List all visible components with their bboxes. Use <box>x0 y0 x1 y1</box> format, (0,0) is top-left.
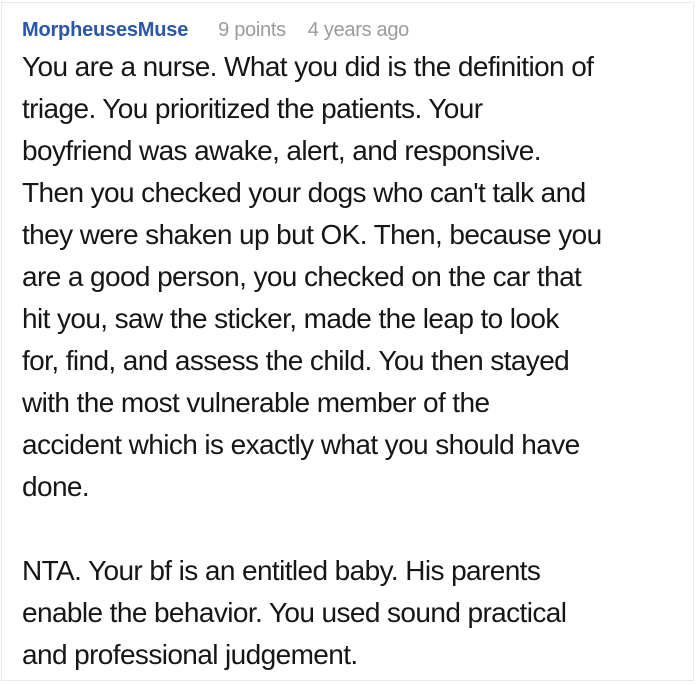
comment-text-line: with the most vulnerable member of the <box>22 387 490 418</box>
comment-text-line: Then you checked your dogs who can't talk and <box>22 177 586 208</box>
paragraph-2 <box>22 550 683 676</box>
comment-body <box>2 46 693 676</box>
comment-text-line: You are a nurse. What you did is the definition of <box>22 51 594 82</box>
comment-text-line: for, find, and assess the child. You then stayed <box>22 345 570 376</box>
comment-text-line: boyfriend was awake, alert, and responsive. <box>22 135 541 166</box>
points-label: 9 points <box>218 19 286 41</box>
comment-card <box>1 2 694 681</box>
comment-text-line: they were shaken up but OK. Then, because you <box>22 219 602 250</box>
comment-text-line: hit you, saw the sticker, made the leap to look <box>22 303 559 334</box>
comment-text-line: done. <box>22 471 90 502</box>
comment-text-line: triage. You prioritized the patients. Your <box>22 93 483 124</box>
comment-text-line: and professional judgement. <box>22 639 358 670</box>
timestamp-label: 4 years ago <box>307 19 410 41</box>
comment-header <box>2 3 693 46</box>
comment-text-line: are a good person, you checked on the car that <box>22 261 582 292</box>
paragraph-1 <box>22 46 683 508</box>
comment-text-line: NTA. Your bf is an entitled baby. His parents <box>22 555 541 586</box>
comment-text-line: accident which is exactly what you should have <box>22 429 580 460</box>
comment-text-line: enable the behavior. You used sound practical <box>22 597 567 628</box>
username-link[interactable]: MorpheusesMuse <box>22 19 189 41</box>
